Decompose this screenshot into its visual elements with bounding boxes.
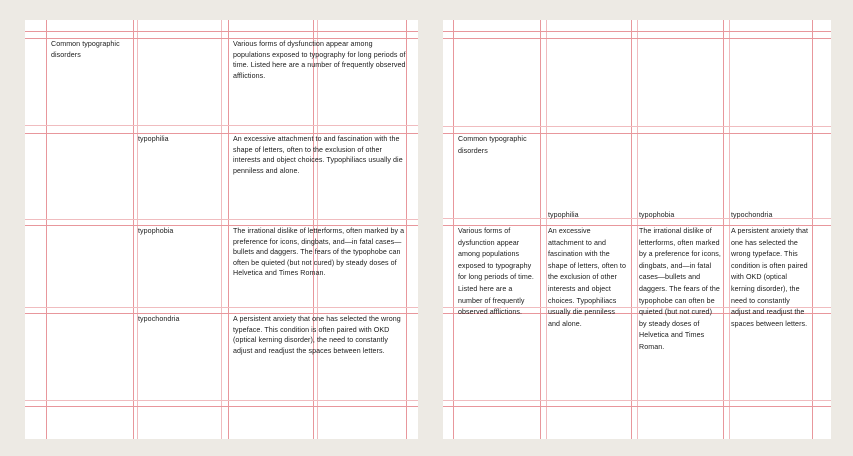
- left-guide-h3: [25, 125, 418, 126]
- right-guide-v3: [546, 20, 547, 439]
- right-guide-h2: [443, 38, 831, 39]
- left-row-3-definition: The irrational dislike of letterforms, often marked by a preference for icons, dingbats, and—in fatal cases—bullets and daggers. The fears of the typophobe can often be quieted (but not cured) by steady doses of Helvetica and Times Roman.: [233, 227, 405, 278]
- right-body-typochondria: A persistent anxiety that one has selected the wrong typeface. This condition is often paired with OKD (optical kerning disorder), the need to constantly adjust and readjust the spaces between letters.: [731, 227, 809, 328]
- right-guide-h10: [443, 406, 831, 407]
- left-guide-v2: [133, 20, 134, 439]
- right-guide-v8: [812, 20, 813, 439]
- left-row-4-term: typochondria: [138, 315, 180, 323]
- left-row-1-definition: Various forms of dysfunction appear among populations exposed to typography for long periods of time. Listed here are a number of frequently observed afflictions.: [233, 40, 406, 80]
- right-guide-h9: [443, 400, 831, 401]
- right-guide-v4: [631, 20, 632, 439]
- left-guide-h9: [25, 400, 418, 401]
- left-row-4-definition: A persistent anxiety that one has selected the wrong typeface. This condition is often paired with OKD (optical kerning disorder), the need to constantly adjust and readjust the spaces between letters.: [233, 315, 401, 355]
- left-row-2-definition: An excessive attachment to and fascination with the shape of letters, often to the exclusion of other interests and object choices. Typophiliacs usually die penniless and alone.: [233, 135, 403, 175]
- right-guide-v7: [729, 20, 730, 439]
- right-body-typophobia: The irrational dislike of letterforms, often marked by a preference for icons, dingbats, and—in fatal cases—bullets and daggers. The fears of the typophobe can often be quieted (but not cured) by steady doses of Helvetica and Times Roman.: [639, 227, 721, 351]
- left-guide-h7: [25, 307, 418, 308]
- right-body-typophilia: An excessive attachment to and fascination with the shape of letters, often to the exclusion of other interests and object choices. Typophiliacs usually die penniless and alone.: [548, 227, 626, 328]
- right-column-header-typochondria: typochondria: [731, 211, 773, 219]
- left-guide-v1: [46, 20, 47, 439]
- right-column-header-typophilia: typophilia: [548, 211, 579, 219]
- right-guide-v6: [723, 20, 724, 439]
- left-guide-h1: [25, 31, 418, 32]
- right-page: [443, 20, 831, 439]
- right-guide-h3: [443, 126, 831, 127]
- left-guide-h10: [25, 406, 418, 407]
- right-column-header-typophobia: typophobia: [639, 211, 675, 219]
- right-guide-v5: [637, 20, 638, 439]
- left-row-1-heading: Common typographic disorders: [51, 40, 120, 59]
- right-guide-v1: [453, 20, 454, 439]
- right-guide-v2: [540, 20, 541, 439]
- right-intro-column: Various forms of dysfunction appear among populations exposed to typography for long periods of time. Listed here are a number of frequently observed afflictions.: [458, 227, 534, 317]
- right-heading: Common typographic disorders: [458, 135, 527, 155]
- left-row-2-term: typophilia: [138, 135, 169, 143]
- left-guide-v5: [228, 20, 229, 439]
- left-guide-h5: [25, 219, 418, 220]
- left-page: [25, 20, 418, 439]
- left-row-3-term: typophobia: [138, 227, 174, 235]
- right-guide-h1: [443, 31, 831, 32]
